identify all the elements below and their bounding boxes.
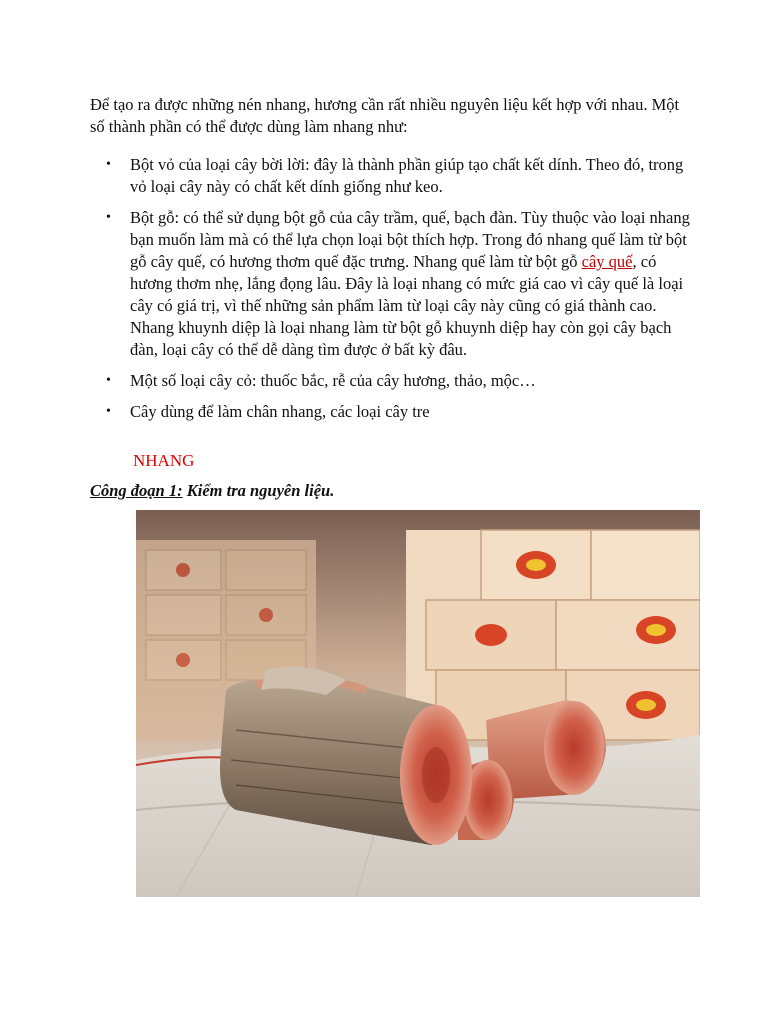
bullet-icon: • <box>106 404 111 419</box>
wood-photo <box>136 510 700 897</box>
bullet-icon: • <box>106 157 111 172</box>
ingredient-list <box>106 154 695 432</box>
list-item-text: Bột vỏ của loại cây bời lời: đây là thành phần giúp tạo chất kết dính. Theo đó, trong vỏ loại cây này có chất kết dính giống như keo. <box>130 155 684 196</box>
list-item <box>106 401 695 423</box>
stage-heading <box>90 481 334 501</box>
list-item <box>106 370 695 392</box>
list-item <box>106 207 695 361</box>
list-item-text: Cây dùng để làm chân nhang, các loại cây tre <box>130 402 430 421</box>
bullet-icon: • <box>106 210 111 225</box>
section-heading: NHANG <box>133 451 195 470</box>
list-item-text: , có hương thơm nhẹ, lắng đọng lâu. Đây là loại nhang có mức giá cao vì cây quế là loại cây có giá trị, vì thế những sản phẩm làm từ loại cây này cũng có giá thành cao. Nhang khuynh diệp là loại nhang làm từ bột gỗ khuynh diệp hay còn gọi cây bạch đàn, loại cây có thể dễ dàng tìm được ở bất kỳ đâu. <box>130 252 684 359</box>
list-item <box>106 154 695 198</box>
stage-label: Công đoạn 1: <box>90 481 183 500</box>
stage-title: Kiểm tra nguyên liệu. <box>186 481 335 500</box>
list-item-text: Một số loại cây cỏ: thuốc bắc, rễ của cây hương, thảo, mộc… <box>130 371 536 390</box>
list-item-text: Bột gỗ: có thể sử dụng bột gỗ của cây trầm, quế, bạch đàn. Tùy thuộc vào loại nhang bạn muốn làm mà có thể lựa chọn loại bột thích hợp. Trong đó nhang quế làm từ bột gỗ cây quế, có hương thơm quế đặc trưng. Nhang quế làm từ bột gỗ <box>130 208 690 271</box>
cinnamon-link[interactable]: cây quế <box>581 252 633 271</box>
intro-paragraph: Để tạo ra được những nén nhang, hương cần rất nhiều nguyên liệu kết hợp với nhau. Một số thành phần có thể được dùng làm nhang như: <box>90 95 680 136</box>
wood-logs-image <box>136 510 700 897</box>
bullet-icon: • <box>106 373 111 388</box>
